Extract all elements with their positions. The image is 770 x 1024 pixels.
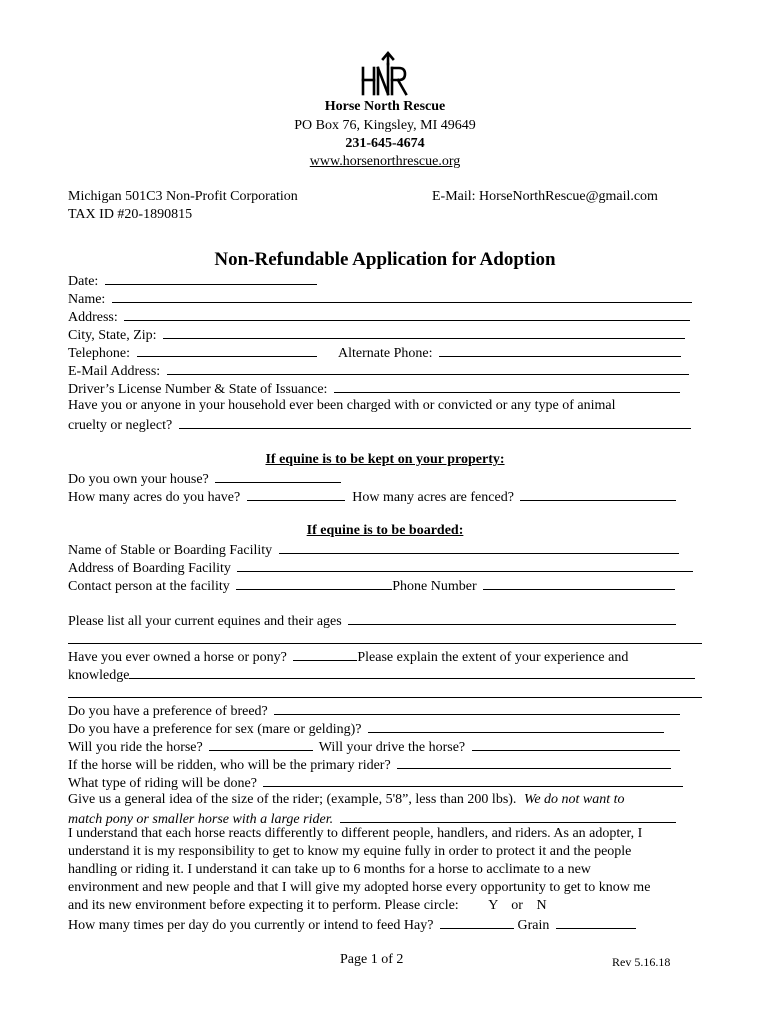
stable-address-label: Address of Boarding Facility — [68, 561, 231, 576]
circle-yes-option[interactable]: Y — [488, 898, 498, 913]
acres-row — [68, 487, 708, 507]
acres-fenced-field[interactable] — [520, 487, 676, 501]
equines-row — [68, 611, 708, 631]
grain-label: Grain — [517, 918, 550, 933]
email-field[interactable] — [167, 361, 689, 375]
org-corp: Michigan 501C3 Non-Profit Corporation — [68, 189, 298, 204]
address-label: Address: — [68, 310, 118, 325]
equines-field[interactable] — [348, 611, 676, 625]
date-row — [68, 271, 708, 291]
sex-field[interactable] — [368, 719, 664, 733]
knowledge-field[interactable] — [129, 665, 695, 679]
feed-label: How many times per day do you currently or intend to feed Hay? — [68, 918, 434, 933]
revision-label: Rev 5.16.18 — [612, 955, 671, 969]
stable-address-row — [68, 558, 708, 578]
license-row — [68, 379, 708, 399]
org-name: Horse North Rescue — [324, 99, 446, 114]
equines-label: Please list all your current equines and their ages — [68, 614, 342, 629]
own-house-row — [68, 469, 708, 489]
email-label: E-Mail Address: — [68, 364, 161, 379]
owned-label: Have you ever owned a horse or pony? — [68, 650, 287, 665]
alt-phone-field[interactable] — [439, 343, 681, 357]
rider-size-note-2: match pony or smaller horse with a large rider. — [68, 812, 334, 827]
address-row — [68, 307, 708, 327]
knowledge-extra-line[interactable] — [68, 697, 702, 698]
section-property-heading: If equine is to be kept on your property: — [265, 452, 505, 467]
understand-label: and its new environment before expecting it to perform. Please circle: — [68, 898, 459, 913]
rider-size-note-1: We do not want to — [523, 792, 625, 807]
drive-label: Will your drive the horse? — [318, 740, 466, 755]
acres-fenced-label: How many acres are fenced? — [352, 490, 514, 505]
ride-field[interactable] — [209, 737, 313, 751]
primary-rider-field[interactable] — [397, 755, 671, 769]
stable-name-label: Name of Stable or Boarding Facility — [68, 543, 273, 558]
rider-size-line1 — [68, 791, 708, 809]
date-field[interactable] — [105, 271, 317, 285]
city-label: City, State, Zip: — [68, 328, 157, 343]
org-website-link[interactable]: www.horsenorthrescue.org — [309, 154, 461, 169]
understand-line3: handling or riding it. I understand it can take up to 6 months for a horse to acclimate to a new — [68, 862, 591, 877]
license-label: Driver’s License Number & State of Issuance: — [68, 382, 328, 397]
understand-line4: environment and new people and that I will give my adopted horse every opportunity to get to know me — [68, 880, 651, 895]
understand-line2: understand it is my responsibility to get to know my equine fully in order to protect it and the people — [68, 844, 632, 859]
equines-extra-line[interactable] — [68, 643, 702, 644]
date-label: Date: — [68, 274, 99, 289]
breed-label: Do you have a preference of breed? — [68, 704, 268, 719]
section-boarded-heading: If equine is to be boarded: — [306, 523, 464, 538]
org-phone: 231-645-4674 — [345, 136, 425, 151]
org-tax-id: TAX ID #20-1890815 — [68, 207, 193, 222]
primary-rider-row — [68, 755, 708, 775]
own-house-field[interactable] — [215, 469, 341, 483]
name-field[interactable] — [112, 289, 692, 303]
stable-name-field[interactable] — [279, 540, 679, 554]
circle-or-text: or — [511, 898, 523, 913]
telephone-row — [68, 343, 708, 363]
cruelty-label: cruelty or neglect? — [68, 418, 173, 433]
hay-field[interactable] — [440, 915, 514, 929]
cruelty-question-line1: Have you or anyone in your household ever been charged with or convicted or any type of animal — [68, 398, 616, 413]
phone-number-field[interactable] — [483, 576, 675, 590]
understand-line1: I understand that each horse reacts differently to different people, handlers, and riders. As an adopter, I — [68, 826, 643, 841]
ride-label: Will you ride the horse? — [68, 740, 203, 755]
stable-address-field[interactable] — [237, 558, 693, 572]
address-field[interactable] — [124, 307, 690, 321]
riding-type-field[interactable] — [263, 773, 683, 787]
city-field[interactable] — [163, 325, 685, 339]
cruelty-row — [68, 415, 708, 435]
acres-field[interactable] — [247, 487, 345, 501]
sex-row — [68, 719, 708, 739]
contact-label: Contact person at the facility — [68, 579, 230, 594]
riding-type-row — [68, 773, 708, 793]
owned-field[interactable] — [293, 647, 357, 661]
license-field[interactable] — [334, 379, 680, 393]
name-row — [68, 289, 708, 309]
alt-phone-label: Alternate Phone: — [338, 346, 433, 361]
hnr-logo — [355, 50, 415, 96]
feed-row — [68, 915, 708, 935]
telephone-field[interactable] — [137, 343, 317, 357]
owned-row — [68, 647, 708, 667]
grain-field[interactable] — [556, 915, 636, 929]
knowledge-row — [68, 665, 708, 685]
stable-name-row — [68, 540, 708, 560]
telephone-label: Telephone: — [68, 346, 130, 361]
contact-field[interactable] — [236, 576, 392, 590]
breed-field[interactable] — [274, 701, 680, 715]
org-address: PO Box 76, Kingsley, MI 49649 — [294, 118, 476, 133]
org-email: E-Mail: HorseNorthRescue@gmail.com — [432, 189, 658, 204]
breed-row — [68, 701, 708, 721]
cruelty-field[interactable] — [179, 415, 691, 429]
form-title: Non-Refundable Application for Adoption — [214, 249, 556, 270]
page-number: Page 1 of 2 — [340, 952, 404, 967]
email-row — [68, 361, 708, 381]
circle-no-option[interactable]: N — [536, 898, 547, 913]
rider-size-field[interactable] — [340, 809, 676, 823]
explain-label: Please explain the extent of your experience and — [357, 650, 629, 665]
acres-label: How many acres do you have? — [68, 490, 241, 505]
ride-row — [68, 737, 708, 757]
name-label: Name: — [68, 292, 106, 307]
phone-number-label: Phone Number — [392, 579, 477, 594]
riding-type-label: What type of riding will be done? — [68, 776, 257, 791]
city-row — [68, 325, 708, 345]
drive-field[interactable] — [472, 737, 680, 751]
rider-size-label: Give us a general idea of the size of the rider; (example, 5'8”, less than 200 lbs). — [68, 792, 517, 807]
primary-rider-label: If the horse will be ridden, who will be the primary rider? — [68, 758, 391, 773]
sex-label: Do you have a preference for sex (mare or gelding)? — [68, 722, 362, 737]
knowledge-label: knowledge — [68, 668, 130, 683]
contact-row — [68, 576, 708, 596]
own-house-label: Do you own your house? — [68, 472, 209, 487]
understand-line5 — [68, 897, 708, 915]
